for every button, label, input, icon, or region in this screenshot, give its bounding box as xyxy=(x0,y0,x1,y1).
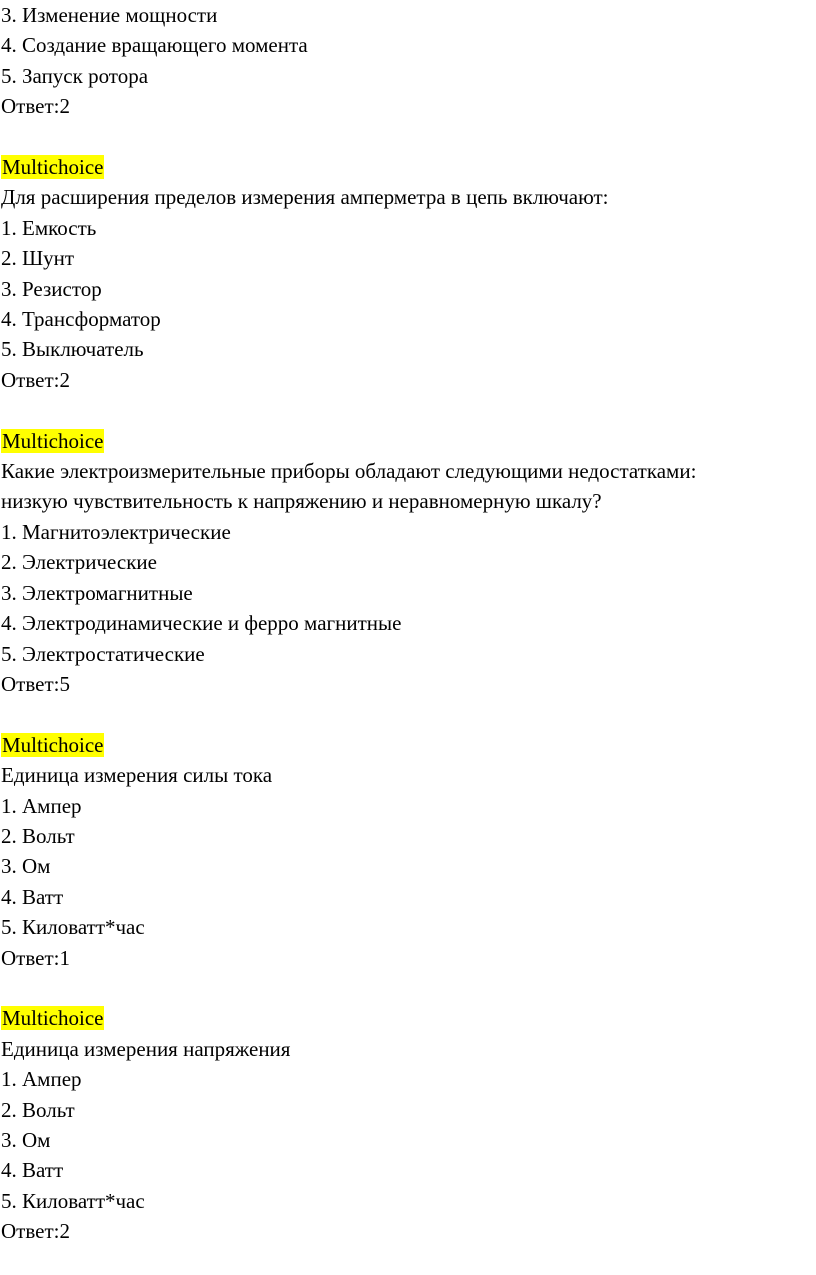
option-item: 2. Вольт xyxy=(1,1097,75,1122)
option-item: 5. Киловатт*час xyxy=(1,915,145,940)
spacer xyxy=(0,973,816,1003)
question-text: Для расширения пределов измерения амперметра в цепь включают: xyxy=(1,185,609,210)
spacer xyxy=(0,699,816,729)
answer-line: Ответ:2 xyxy=(1,1219,70,1244)
option-item: 1. Магнитоэлектрические xyxy=(1,519,231,544)
option-item: 3. Резистор xyxy=(1,276,102,301)
option-item: 2. Шунт xyxy=(1,246,75,271)
option-item: 3. Ом xyxy=(1,854,51,879)
option-item: 4. Электродинамические и ферро магнитные xyxy=(1,611,402,636)
answer-line: Ответ:1 xyxy=(1,945,70,970)
option-item: 1. Ампер xyxy=(1,1067,82,1092)
question-text: низкую чувствительность к напряжению и неравномерную шкалу? xyxy=(1,489,602,514)
answer-line: Ответ:2 xyxy=(1,94,70,119)
option-item: 3. Ом xyxy=(1,1127,51,1152)
option-item: 3. Изменение мощности xyxy=(1,3,218,27)
question-block-2 xyxy=(0,426,816,700)
option-item: 2. Электрические xyxy=(1,550,157,575)
option-item: 3. Электромагнитные xyxy=(1,580,193,605)
option-item: 2. Вольт xyxy=(1,823,75,848)
option-item: 1. Ампер xyxy=(1,793,82,818)
multichoice-tag: Multichoice xyxy=(2,732,104,757)
option-item: 4. Создание вращающего момента xyxy=(1,33,308,58)
previous-question-tail xyxy=(0,0,816,122)
question-block-4 xyxy=(0,1003,816,1246)
answer-line: Ответ:5 xyxy=(1,671,70,696)
option-item: 5. Электростатические xyxy=(1,641,205,666)
option-item: 5. Выключатель xyxy=(1,337,144,362)
question-block-3 xyxy=(0,730,816,973)
question-text: Единица измерения силы тока xyxy=(1,763,273,788)
option-item: 5. Запуск ротора xyxy=(1,63,149,88)
option-item: 4. Ватт xyxy=(1,884,64,909)
question-block-1 xyxy=(0,152,816,395)
multichoice-tag: Multichoice xyxy=(2,1006,104,1031)
multichoice-tag: Multichoice xyxy=(2,155,104,180)
answer-line: Ответ:2 xyxy=(1,367,70,392)
option-item: 5. Киловатт*час xyxy=(1,1188,145,1213)
multichoice-tag: Multichoice xyxy=(2,428,104,453)
spacer xyxy=(0,122,816,152)
question-text: Какие электроизмерительные приборы обладают следующими недостатками: xyxy=(1,459,697,484)
question-text: Единица измерения напряжения xyxy=(1,1036,291,1061)
spacer xyxy=(0,395,816,425)
option-item: 1. Емкость xyxy=(1,215,97,240)
option-item: 4. Ватт xyxy=(1,1158,64,1183)
option-item: 4. Трансформатор xyxy=(1,307,161,332)
